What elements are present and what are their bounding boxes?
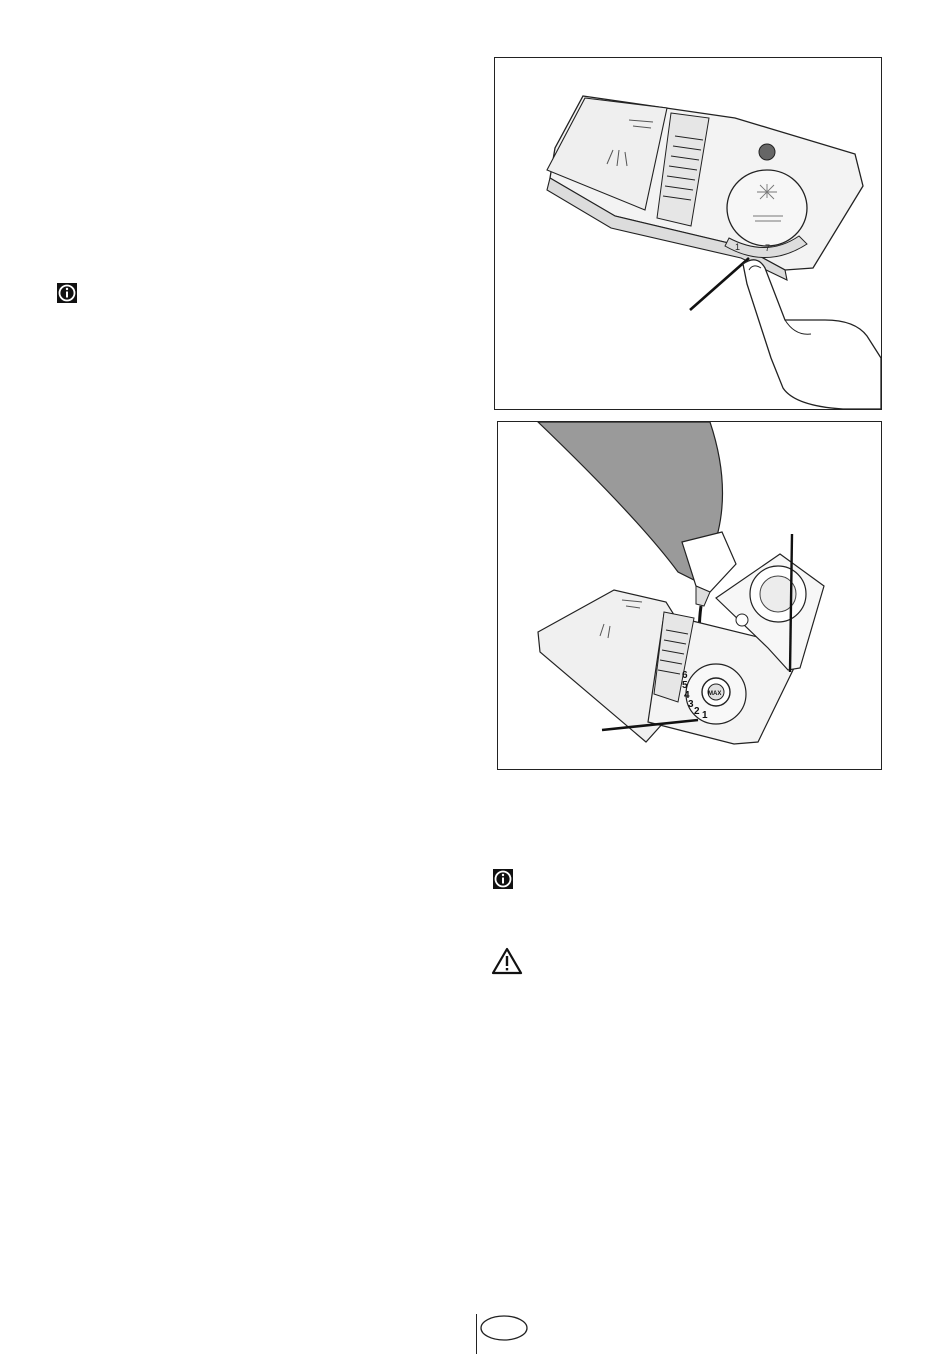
dispenser-release-figure [494,57,882,410]
dial-label: 5 [682,680,688,691]
dial-label: 1 [702,710,708,721]
info-icon [492,868,514,895]
dial-label: 2 [694,706,700,717]
max-label: MAX [708,691,722,697]
warning-icon [491,947,523,980]
dial-label: 4 [684,690,690,701]
dial-label: 7 [765,243,771,253]
info-icon [56,282,78,309]
dial-label: 1 [735,242,741,252]
footer-divider [476,1314,477,1354]
rinse-aid-filling-figure [497,421,882,770]
dial-label: 6 [682,670,688,681]
dial-label: 3 [688,699,694,710]
language-badge [479,1313,529,1348]
